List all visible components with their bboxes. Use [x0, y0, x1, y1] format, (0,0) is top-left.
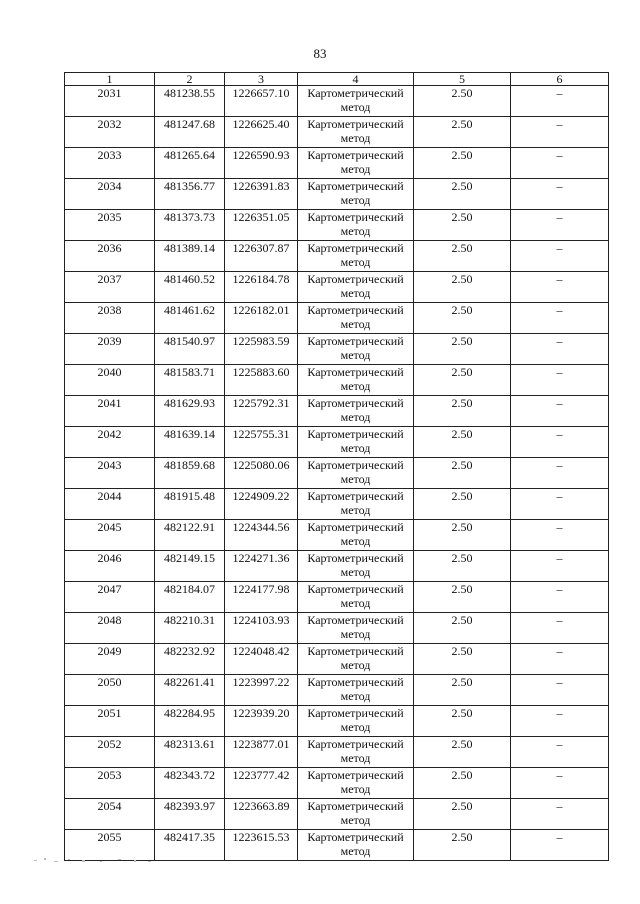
table-row — [65, 551, 609, 582]
note-cell: – — [511, 737, 609, 768]
table-body — [65, 86, 609, 861]
method-cell — [298, 117, 414, 148]
x-coordinate-cell: 482210.31 — [155, 613, 225, 644]
table-row — [65, 768, 609, 799]
method-line: метод — [340, 378, 371, 393]
method-line: Картометрический — [307, 117, 404, 131]
accuracy-cell: 2.50 — [414, 148, 511, 179]
x-coordinate-cell: 481389.14 — [155, 241, 225, 272]
accuracy-cell: 2.50 — [414, 365, 511, 396]
method-line: метод — [340, 843, 371, 858]
method-line: Картометрический — [307, 396, 404, 410]
y-coordinate-cell: 1223939.20 — [225, 706, 298, 737]
point-number-cell: 2034 — [65, 179, 155, 210]
x-coordinate-cell: 481583.71 — [155, 365, 225, 396]
x-coordinate-cell: 481639.14 — [155, 427, 225, 458]
point-number-cell: 2055 — [65, 830, 155, 861]
y-coordinate-cell: 1226184.78 — [225, 272, 298, 303]
y-coordinate-cell: 1224103.93 — [225, 613, 298, 644]
method-line: метод — [340, 192, 371, 207]
y-coordinate-cell: 1226351.05 — [225, 210, 298, 241]
note-cell: – — [511, 210, 609, 241]
y-coordinate-cell: 1225983.59 — [225, 334, 298, 365]
table-row — [65, 582, 609, 613]
accuracy-cell: 2.50 — [414, 427, 511, 458]
method-cell — [298, 582, 414, 613]
method-line: метод — [340, 254, 371, 269]
column-header-6: 6 — [511, 73, 609, 86]
x-coordinate-cell: 482393.97 — [155, 799, 225, 830]
table-row — [65, 799, 609, 830]
accuracy-cell: 2.50 — [414, 86, 511, 117]
table-row — [65, 644, 609, 675]
method-line: метод — [340, 595, 371, 610]
point-number-cell: 2054 — [65, 799, 155, 830]
table-row — [65, 179, 609, 210]
method-line: Картометрический — [307, 210, 404, 224]
note-cell: – — [511, 520, 609, 551]
x-coordinate-cell: 481247.68 — [155, 117, 225, 148]
table-row — [65, 613, 609, 644]
column-header-4: 4 — [298, 73, 414, 86]
method-line: Картометрический — [307, 551, 404, 565]
table-row — [65, 675, 609, 706]
point-number-cell: 2038 — [65, 303, 155, 334]
accuracy-cell: 2.50 — [414, 303, 511, 334]
x-coordinate-cell: 481356.77 — [155, 179, 225, 210]
note-cell: – — [511, 179, 609, 210]
x-coordinate-cell: 482417.35 — [155, 830, 225, 861]
table-row — [65, 365, 609, 396]
method-line: метод — [340, 812, 371, 827]
x-coordinate-cell: 482184.07 — [155, 582, 225, 613]
point-number-cell: 2040 — [65, 365, 155, 396]
y-coordinate-cell: 1223777.42 — [225, 768, 298, 799]
method-line: метод — [340, 750, 371, 765]
x-coordinate-cell: 481915.48 — [155, 489, 225, 520]
accuracy-cell: 2.50 — [414, 458, 511, 489]
x-coordinate-cell: 481859.68 — [155, 458, 225, 489]
method-cell — [298, 706, 414, 737]
method-cell — [298, 458, 414, 489]
x-coordinate-cell: 481460.52 — [155, 272, 225, 303]
table-row — [65, 303, 609, 334]
point-number-cell: 2045 — [65, 520, 155, 551]
x-coordinate-cell: 481629.93 — [155, 396, 225, 427]
method-cell — [298, 799, 414, 830]
y-coordinate-cell: 1226625.40 — [225, 117, 298, 148]
method-cell — [298, 489, 414, 520]
method-line: метод — [340, 688, 371, 703]
method-line: Картометрический — [307, 179, 404, 193]
note-cell: – — [511, 768, 609, 799]
column-header-5: 5 — [414, 73, 511, 86]
accuracy-cell: 2.50 — [414, 520, 511, 551]
method-line: метод — [340, 99, 371, 114]
method-cell — [298, 148, 414, 179]
table-row — [65, 737, 609, 768]
column-header-3: 3 — [225, 73, 298, 86]
method-line: метод — [340, 409, 371, 424]
method-cell — [298, 520, 414, 551]
x-coordinate-cell: 481461.62 — [155, 303, 225, 334]
header-row — [65, 73, 609, 86]
y-coordinate-cell: 1225080.06 — [225, 458, 298, 489]
method-line: Картометрический — [307, 365, 404, 379]
x-coordinate-cell: 482313.61 — [155, 737, 225, 768]
point-number-cell: 2046 — [65, 551, 155, 582]
note-cell: – — [511, 86, 609, 117]
point-number-cell: 2048 — [65, 613, 155, 644]
y-coordinate-cell: 1223877.01 — [225, 737, 298, 768]
accuracy-cell: 2.50 — [414, 830, 511, 861]
method-line: Картометрический — [307, 303, 404, 317]
note-cell: – — [511, 644, 609, 675]
point-number-cell: 2033 — [65, 148, 155, 179]
y-coordinate-cell: 1226590.93 — [225, 148, 298, 179]
method-cell — [298, 241, 414, 272]
accuracy-cell: 2.50 — [414, 272, 511, 303]
accuracy-cell: 2.50 — [414, 768, 511, 799]
y-coordinate-cell: 1226307.87 — [225, 241, 298, 272]
y-coordinate-cell: 1223615.53 — [225, 830, 298, 861]
x-coordinate-cell: 481238.55 — [155, 86, 225, 117]
note-cell: – — [511, 458, 609, 489]
method-cell — [298, 210, 414, 241]
method-line: метод — [340, 161, 371, 176]
accuracy-cell: 2.50 — [414, 706, 511, 737]
method-cell — [298, 644, 414, 675]
method-line: Картометрический — [307, 830, 404, 844]
table-row — [65, 148, 609, 179]
note-cell: – — [511, 148, 609, 179]
method-line: метод — [340, 223, 371, 238]
point-number-cell: 2052 — [65, 737, 155, 768]
table-row — [65, 706, 609, 737]
method-line: Картометрический — [307, 458, 404, 472]
y-coordinate-cell: 1226182.01 — [225, 303, 298, 334]
table-row — [65, 489, 609, 520]
method-line: метод — [340, 316, 371, 331]
method-line: метод — [340, 347, 371, 362]
point-number-cell: 2042 — [65, 427, 155, 458]
note-cell: – — [511, 582, 609, 613]
accuracy-cell: 2.50 — [414, 179, 511, 210]
y-coordinate-cell: 1225755.31 — [225, 427, 298, 458]
accuracy-cell: 2.50 — [414, 551, 511, 582]
method-cell — [298, 768, 414, 799]
y-coordinate-cell: 1223997.22 — [225, 675, 298, 706]
method-line: Картометрический — [307, 737, 404, 751]
note-cell: – — [511, 303, 609, 334]
method-cell — [298, 675, 414, 706]
method-line: метод — [340, 440, 371, 455]
point-number-cell: 2032 — [65, 117, 155, 148]
table-row — [65, 117, 609, 148]
method-cell — [298, 334, 414, 365]
method-line: метод — [340, 564, 371, 579]
x-coordinate-cell: 481265.64 — [155, 148, 225, 179]
point-number-cell: 2047 — [65, 582, 155, 613]
method-cell — [298, 396, 414, 427]
accuracy-cell: 2.50 — [414, 675, 511, 706]
method-cell — [298, 737, 414, 768]
note-cell: – — [511, 334, 609, 365]
method-line: метод — [340, 781, 371, 796]
point-number-cell: 2031 — [65, 86, 155, 117]
note-cell: – — [511, 830, 609, 861]
y-coordinate-cell: 1224177.98 — [225, 582, 298, 613]
table-row — [65, 241, 609, 272]
method-line: метод — [340, 502, 371, 517]
y-coordinate-cell: 1224048.42 — [225, 644, 298, 675]
method-cell — [298, 179, 414, 210]
accuracy-cell: 2.50 — [414, 396, 511, 427]
method-line: метод — [340, 626, 371, 641]
y-coordinate-cell: 1226657.10 — [225, 86, 298, 117]
y-coordinate-cell: 1224271.36 — [225, 551, 298, 582]
accuracy-cell: 2.50 — [414, 613, 511, 644]
x-coordinate-cell: 482149.15 — [155, 551, 225, 582]
accuracy-cell: 2.50 — [414, 117, 511, 148]
note-cell: – — [511, 396, 609, 427]
note-cell: – — [511, 613, 609, 644]
table-row — [65, 272, 609, 303]
x-coordinate-cell: 482343.72 — [155, 768, 225, 799]
note-cell: – — [511, 427, 609, 458]
method-cell — [298, 613, 414, 644]
x-coordinate-cell: 482261.41 — [155, 675, 225, 706]
point-number-cell: 2053 — [65, 768, 155, 799]
point-number-cell: 2050 — [65, 675, 155, 706]
method-line: Картометрический — [307, 768, 404, 782]
x-coordinate-cell: 482284.95 — [155, 706, 225, 737]
method-cell — [298, 551, 414, 582]
method-line: метод — [340, 719, 371, 734]
method-line: Картометрический — [307, 613, 404, 627]
point-number-cell: 2035 — [65, 210, 155, 241]
accuracy-cell: 2.50 — [414, 334, 511, 365]
point-number-cell: 2049 — [65, 644, 155, 675]
x-coordinate-cell: 481373.73 — [155, 210, 225, 241]
accuracy-cell: 2.50 — [414, 489, 511, 520]
y-coordinate-cell: 1225883.60 — [225, 365, 298, 396]
method-line: Картометрический — [307, 675, 404, 689]
point-number-cell: 2036 — [65, 241, 155, 272]
method-line: Картометрический — [307, 241, 404, 255]
method-line: метод — [340, 130, 371, 145]
method-line: Картометрический — [307, 799, 404, 813]
note-cell: – — [511, 272, 609, 303]
y-coordinate-cell: 1224909.22 — [225, 489, 298, 520]
accuracy-cell: 2.50 — [414, 799, 511, 830]
coordinates-table — [64, 72, 609, 861]
note-cell: – — [511, 799, 609, 830]
table-row — [65, 396, 609, 427]
point-number-cell: 2044 — [65, 489, 155, 520]
point-number-cell: 2043 — [65, 458, 155, 489]
y-coordinate-cell: 1224344.56 — [225, 520, 298, 551]
method-line: Картометрический — [307, 644, 404, 658]
accuracy-cell: 2.50 — [414, 241, 511, 272]
x-coordinate-cell: 481540.97 — [155, 334, 225, 365]
y-coordinate-cell: 1223663.89 — [225, 799, 298, 830]
y-coordinate-cell: 1225792.31 — [225, 396, 298, 427]
method-line: Картометрический — [307, 520, 404, 534]
accuracy-cell: 2.50 — [414, 644, 511, 675]
scan-artifact — [30, 852, 160, 866]
method-cell — [298, 303, 414, 334]
point-number-cell: 2051 — [65, 706, 155, 737]
table-row — [65, 520, 609, 551]
column-header-2: 2 — [155, 73, 225, 86]
x-coordinate-cell: 482232.92 — [155, 644, 225, 675]
method-line: Картометрический — [307, 427, 404, 441]
table-row — [65, 427, 609, 458]
point-number-cell: 2041 — [65, 396, 155, 427]
point-number-cell: 2039 — [65, 334, 155, 365]
accuracy-cell: 2.50 — [414, 737, 511, 768]
method-cell — [298, 365, 414, 396]
note-cell: – — [511, 706, 609, 737]
method-line: Картометрический — [307, 582, 404, 596]
method-line: метод — [340, 285, 371, 300]
y-coordinate-cell: 1226391.83 — [225, 179, 298, 210]
method-line: метод — [340, 533, 371, 548]
method-cell — [298, 272, 414, 303]
table-row — [65, 334, 609, 365]
table-row — [65, 458, 609, 489]
table-row — [65, 86, 609, 117]
method-line: Картометрический — [307, 86, 404, 100]
method-cell — [298, 830, 414, 861]
point-number-cell: 2037 — [65, 272, 155, 303]
note-cell: – — [511, 675, 609, 706]
accuracy-cell: 2.50 — [414, 582, 511, 613]
note-cell: – — [511, 489, 609, 520]
accuracy-cell: 2.50 — [414, 210, 511, 241]
method-cell — [298, 86, 414, 117]
page-number: 83 — [313, 46, 327, 61]
method-cell — [298, 427, 414, 458]
note-cell: – — [511, 365, 609, 396]
method-line: Картометрический — [307, 489, 404, 503]
method-line: Картометрический — [307, 148, 404, 162]
x-coordinate-cell: 482122.91 — [155, 520, 225, 551]
method-line: Картометрический — [307, 272, 404, 286]
method-line: Картометрический — [307, 334, 404, 348]
table-row — [65, 210, 609, 241]
method-line: метод — [340, 471, 371, 486]
note-cell: – — [511, 241, 609, 272]
note-cell: – — [511, 551, 609, 582]
note-cell: – — [511, 117, 609, 148]
column-header-1: 1 — [65, 73, 155, 86]
method-line: Картометрический — [307, 706, 404, 720]
method-line: метод — [340, 657, 371, 672]
